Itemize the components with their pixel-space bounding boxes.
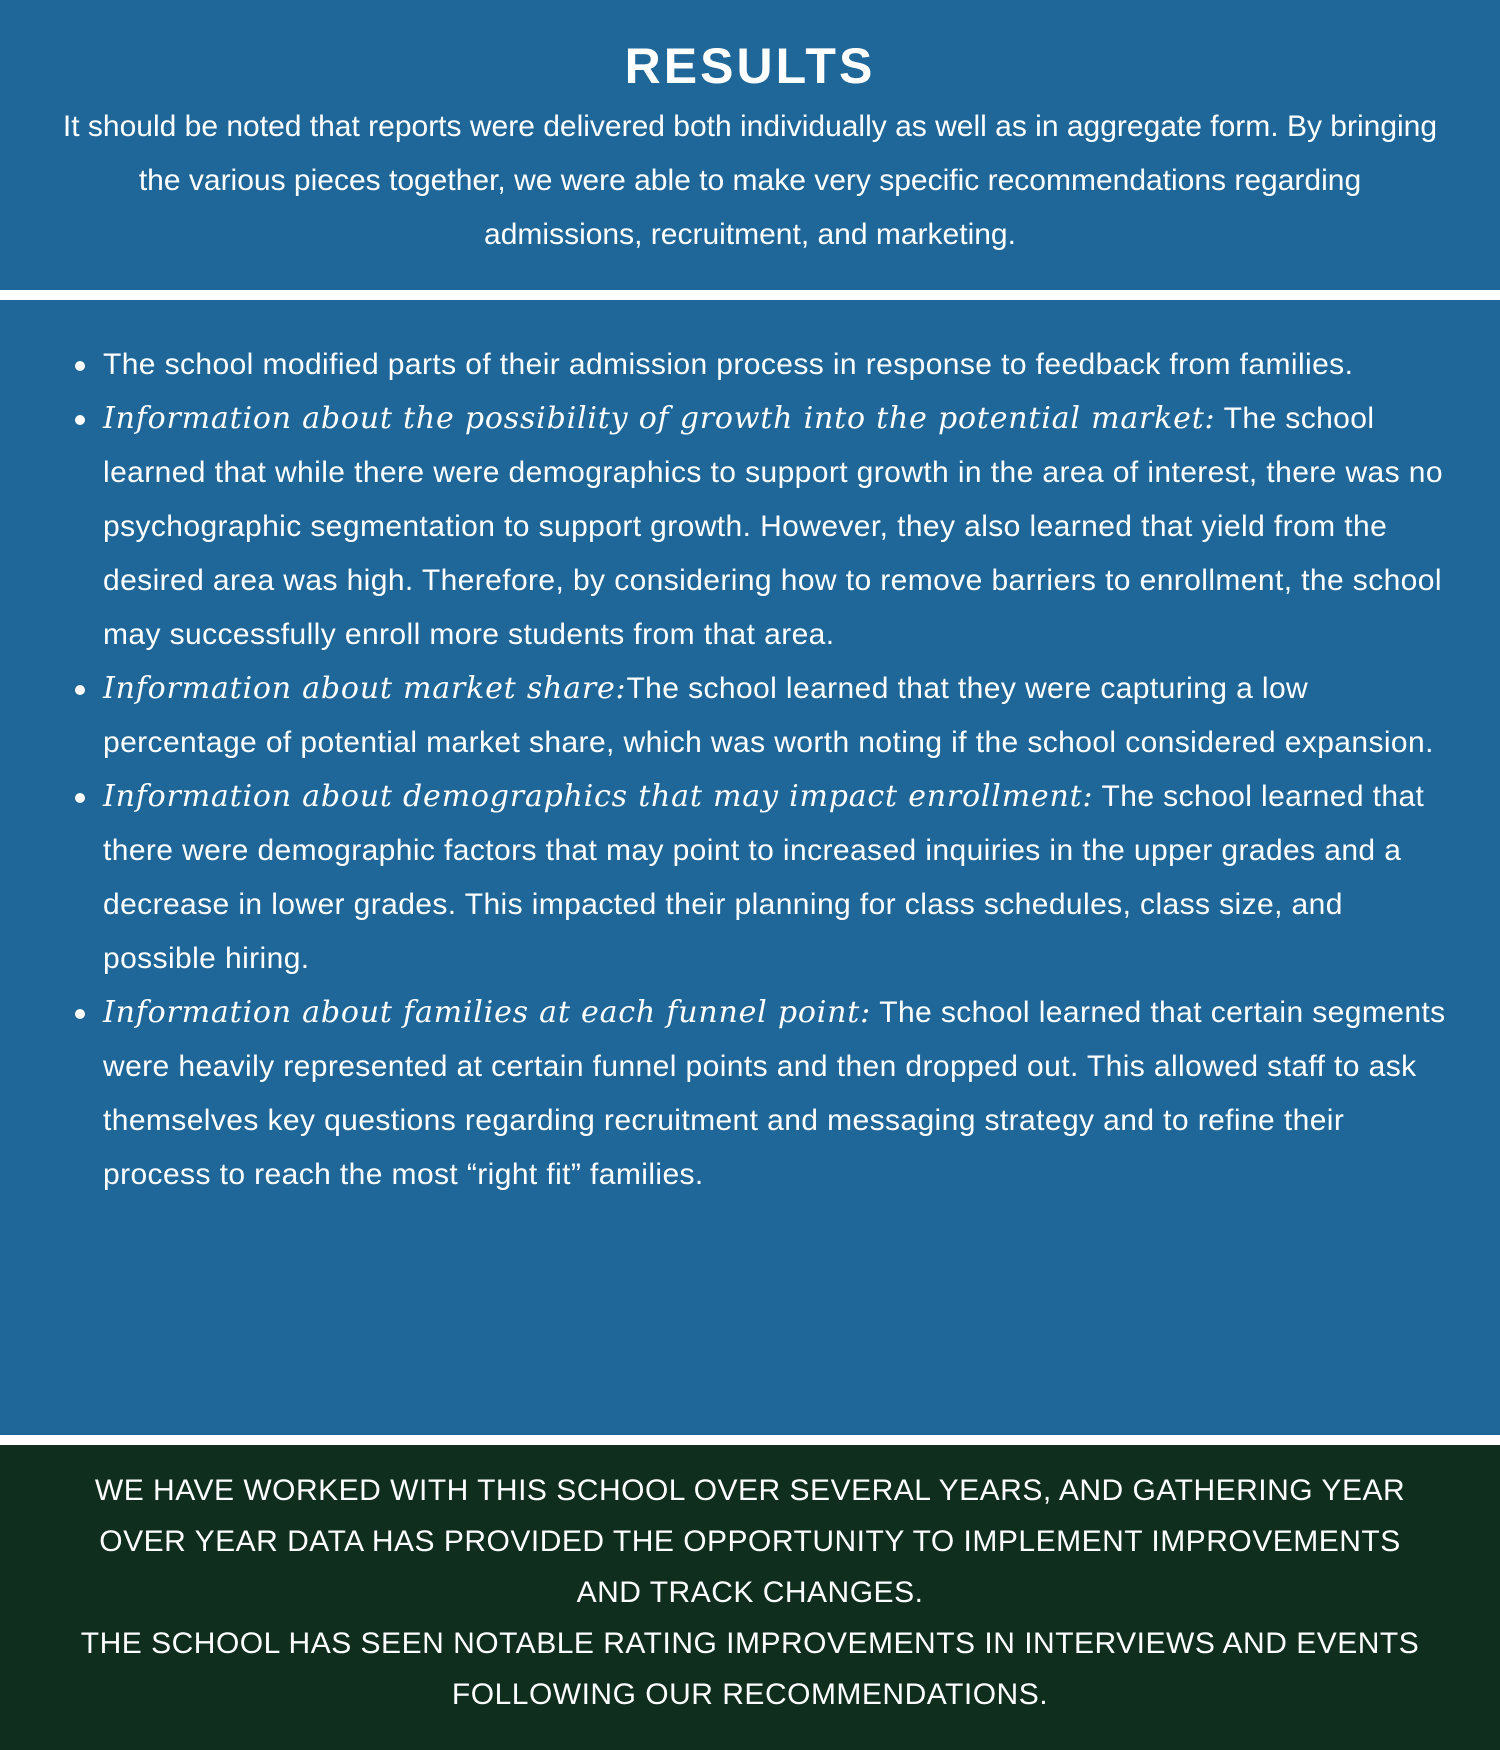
page-title: RESULTS: [624, 38, 876, 94]
list-item: [58, 662, 1460, 770]
item-lead: Information about the possibility of growth into the potential market:: [103, 401, 1216, 436]
list-item: [58, 392, 1460, 662]
item-text: The school learned that while there were demographics to support growth in the area of interest, there was no psychographic segmentation to support growth. However, they also learned that yield from the desired area was high. Therefore, by considering how to remove barriers to enrollment, the school may successfully enroll more students from that area.: [103, 402, 1443, 651]
item-text: The school learned that there were demographic factors that may point to increased inquiries in the upper grades and a decrease in lower grades. This impacted their planning for class schedules, class size, and possible hiring.: [103, 780, 1425, 975]
list-item: [58, 770, 1460, 986]
bullet-icon: [75, 361, 85, 371]
summary-paragraph-1: WE HAVE WORKED WITH THIS SCHOOL OVER SEVERAL YEARS, AND GATHERING YEAR OVER YEAR DATA HAS PROVIDED THE OPPORTUNITY TO IMPLEMENT IMPROVEMENTS AND TRACK CHANGES.: [94, 1474, 1406, 1609]
bullet-icon: [75, 1009, 85, 1019]
bullet-icon: [75, 685, 85, 695]
intro-paragraph: It should be noted that reports were delivered both individually as well as in aggregate form. By bringing the various pieces together, we were able to make very specific recommendations regarding admissions, recruitment, and marketing.: [62, 110, 1438, 251]
summary-paragraph-2: THE SCHOOL HAS SEEN NOTABLE RATING IMPROVEMENTS IN INTERVIEWS AND EVENTS FOLLOWING OUR RECOMMENDATIONS.: [80, 1627, 1420, 1711]
item-lead: Information about families at each funnel point:: [103, 995, 872, 1030]
item-lead: Information about market share:: [103, 671, 627, 706]
list-item: [58, 986, 1460, 1202]
item-text: The school modified parts of their admission process in response to feedback from families.: [103, 348, 1354, 381]
item-lead: Information about demographics that may impact enrollment:: [103, 779, 1094, 814]
item-text: The school learned that certain segments were heavily represented at certain funnel points and then dropped out. This allowed staff to ask themselves key questions regarding recruitment and messaging strategy and to refine their process to reach the most “right fit” families.: [103, 996, 1446, 1191]
bullet-icon: [75, 415, 85, 425]
item-text: The school learned that they were capturing a low percentage of potential market share, which was worth noting if the school considered expansion.: [103, 672, 1434, 759]
results-body: [0, 300, 1500, 1435]
list-item: [58, 338, 1460, 392]
results-list: [58, 338, 1460, 1202]
results-header: [0, 0, 1500, 290]
bullet-icon: [75, 793, 85, 803]
summary-footer: [0, 1445, 1500, 1750]
